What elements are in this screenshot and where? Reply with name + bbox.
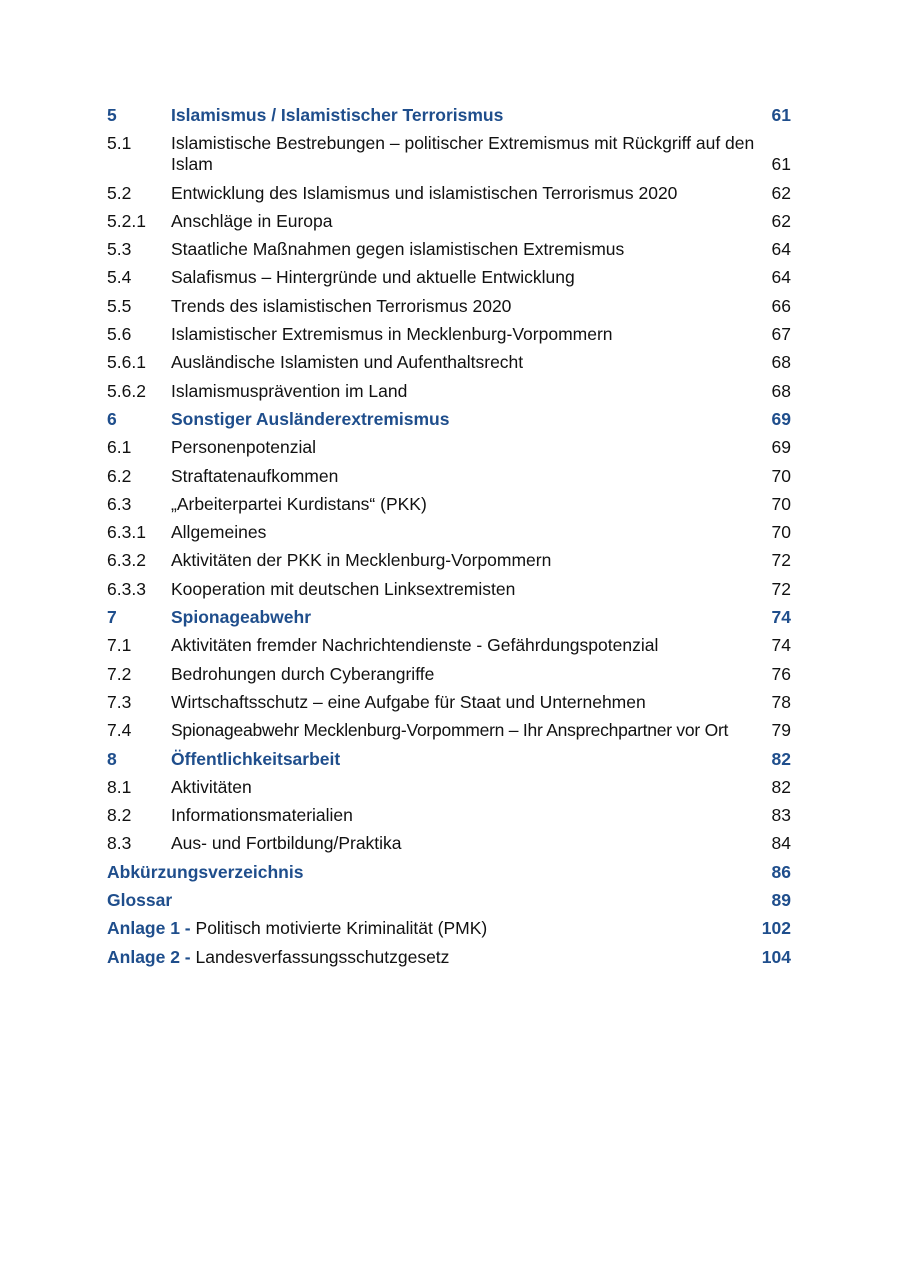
toc-title: Spionageabwehr	[171, 607, 312, 628]
toc-number: 5.3	[107, 239, 132, 260]
toc-title: Wirtschaftsschutz – eine Aufgabe für Staat und Unternehmen	[171, 691, 646, 712]
toc-title: Staatliche Maßnahmen gegen islamistischen Extremismus	[171, 239, 625, 260]
toc-number: 6	[107, 408, 117, 429]
toc-title: Glossar	[107, 890, 173, 911]
toc-title: Personenpotenzial	[171, 437, 316, 458]
toc-section-8-3[interactable]	[107, 833, 791, 854]
toc-section-7-4[interactable]	[107, 720, 791, 741]
toc-title: Allgemeines	[171, 522, 267, 543]
toc-page: 70	[771, 522, 791, 543]
toc-title: Spionageabwehr Mecklenburg-Vorpommern – Ihr Ansprechpartner vor Ort	[171, 720, 729, 741]
toc-chapter-6[interactable]	[107, 409, 791, 430]
toc-title: „Arbeiterpartei Kurdistans“ (PKK)	[171, 493, 427, 514]
toc-number: 5.4	[107, 267, 132, 288]
toc-page: 62	[771, 210, 791, 231]
toc-annex-line	[107, 918, 791, 939]
toc-title: Entwicklung des Islamismus und islamistischen Terrorismus 2020	[171, 182, 678, 203]
toc-page: 78	[771, 691, 791, 712]
toc-annex-line	[107, 947, 791, 968]
toc-section-6-3-1[interactable]	[107, 522, 791, 543]
toc-title: Bedrohungen durch Cyberangriffe	[171, 663, 435, 684]
toc-title: Straftatenaufkommen	[171, 465, 339, 486]
toc-annex-2[interactable]	[107, 947, 791, 968]
table-of-contents	[107, 105, 791, 975]
toc-section-5-2-1[interactable]	[107, 211, 791, 232]
toc-title: Politisch motivierte Kriminalität (PMK)	[195, 918, 488, 939]
toc-section-8-2[interactable]	[107, 805, 791, 826]
toc-page: 64	[771, 267, 791, 288]
toc-page: 68	[771, 352, 791, 373]
toc-page: 61	[771, 154, 791, 175]
toc-number: 7	[107, 607, 117, 628]
toc-section-7-1[interactable]	[107, 635, 791, 656]
toc-number: 8.2	[107, 805, 132, 826]
toc-section-5-6-1[interactable]	[107, 352, 791, 373]
toc-page: 67	[771, 324, 791, 345]
toc-number: 6.3.3	[107, 578, 146, 599]
toc-title: Abkürzungsverzeichnis	[107, 861, 304, 882]
toc-section-6-2[interactable]	[107, 466, 791, 487]
toc-page: 70	[771, 465, 791, 486]
toc-title: Sonstiger Ausländerextremismus	[171, 408, 450, 429]
toc-page: 69	[771, 437, 791, 458]
toc-page: 102	[761, 918, 791, 939]
toc-page: 61	[771, 105, 791, 125]
toc-title: Salafismus – Hintergründe und aktuelle Entwicklung	[171, 267, 575, 288]
toc-page: 70	[771, 493, 791, 514]
toc-page: 74	[771, 607, 791, 628]
toc-title: Islamistischer Extremismus in Mecklenburg-Vorpommern	[171, 324, 613, 345]
toc-page: 84	[771, 833, 791, 854]
toc-abbreviations[interactable]	[107, 862, 791, 883]
toc-number: 6.3.2	[107, 550, 146, 571]
toc-number: 7.1	[107, 635, 132, 656]
toc-chapter-8[interactable]	[107, 749, 791, 770]
toc-number: 5.6.1	[107, 352, 146, 373]
toc-page: 83	[771, 805, 791, 826]
toc-title: Islamistische Bestrebungen – politischer Extremismus mit Rückgriff auf den Islam	[171, 133, 755, 175]
toc-number: 7.3	[107, 691, 132, 712]
toc-number: 6.2	[107, 465, 132, 486]
toc-section-5-3[interactable]	[107, 239, 791, 260]
toc-title: Trends des islamistischen Terrorismus 2020	[171, 295, 512, 316]
toc-page: 82	[771, 776, 791, 797]
toc-page: 82	[771, 748, 791, 769]
toc-title: Aktivitäten fremder Nachrichtendienste - Gefährdungspotenzial	[171, 635, 659, 656]
toc-number: 8.3	[107, 833, 132, 854]
toc-section-8-1[interactable]	[107, 777, 791, 798]
toc-page: 62	[771, 182, 791, 203]
toc-section-5-2[interactable]	[107, 183, 791, 204]
toc-title: Aktivitäten der PKK in Mecklenburg-Vorpommern	[171, 550, 552, 571]
toc-title: Islamismusprävention im Land	[171, 380, 408, 401]
toc-number: 5.6	[107, 324, 132, 345]
toc-section-5-6-2[interactable]	[107, 381, 791, 402]
toc-title: Öffentlichkeitsarbeit	[171, 748, 341, 769]
toc-number: 5.1	[107, 133, 132, 154]
toc-page: 76	[771, 663, 791, 684]
toc-page: 72	[771, 578, 791, 599]
toc-section-6-3-3[interactable]	[107, 579, 791, 600]
toc-number: 7.4	[107, 720, 132, 741]
toc-annex-label: Anlage 1 -	[107, 918, 191, 939]
toc-section-5-1[interactable]	[107, 133, 791, 175]
toc-page: 79	[771, 720, 791, 741]
toc-page: 104	[761, 946, 791, 967]
toc-title: Anschläge in Europa	[171, 210, 333, 231]
toc-number: 5.2	[107, 182, 132, 203]
toc-section-7-2[interactable]	[107, 664, 791, 685]
toc-page: 86	[771, 861, 791, 882]
toc-annex-label: Anlage 2 -	[107, 946, 191, 967]
toc-number: 8	[107, 748, 117, 769]
toc-page: 89	[771, 890, 791, 911]
toc-title: Aktivitäten	[171, 776, 252, 797]
toc-section-6-1[interactable]	[107, 437, 791, 458]
toc-number: 6.3.1	[107, 522, 146, 543]
toc-title: Islamismus / Islamistischer Terrorismus	[171, 105, 504, 125]
toc-page: 68	[771, 380, 791, 401]
toc-chapter-5[interactable]	[107, 105, 791, 126]
toc-page: 66	[771, 295, 791, 316]
toc-title: Landesverfassungsschutzgesetz	[195, 946, 450, 967]
toc-chapter-7[interactable]	[107, 607, 791, 628]
toc-number: 6.3	[107, 493, 132, 514]
toc-title: Aus- und Fortbildung/Praktika	[171, 833, 402, 854]
toc-title: Informationsmaterialien	[171, 805, 353, 826]
toc-number: 5.5	[107, 295, 132, 316]
toc-glossary[interactable]	[107, 890, 791, 911]
toc-number: 7.2	[107, 663, 132, 684]
toc-annex-1[interactable]	[107, 918, 791, 939]
toc-number: 5	[107, 105, 117, 125]
toc-section-5-6[interactable]	[107, 324, 791, 345]
toc-title: Kooperation mit deutschen Linksextremisten	[171, 578, 516, 599]
toc-page: 64	[771, 239, 791, 260]
toc-number: 8.1	[107, 776, 132, 797]
toc-section-6-3[interactable]	[107, 494, 791, 515]
toc-number: 6.1	[107, 437, 132, 458]
toc-number: 5.2.1	[107, 210, 146, 231]
toc-number: 5.6.2	[107, 380, 146, 401]
toc-title: Ausländische Islamisten und Aufenthaltsrecht	[171, 352, 524, 373]
toc-section-5-5[interactable]	[107, 296, 791, 317]
toc-page: 69	[771, 408, 791, 429]
toc-section-7-3[interactable]	[107, 692, 791, 713]
toc-page: 72	[771, 550, 791, 571]
toc-page: 74	[771, 635, 791, 656]
toc-section-6-3-2[interactable]	[107, 550, 791, 571]
toc-section-5-4[interactable]	[107, 267, 791, 288]
